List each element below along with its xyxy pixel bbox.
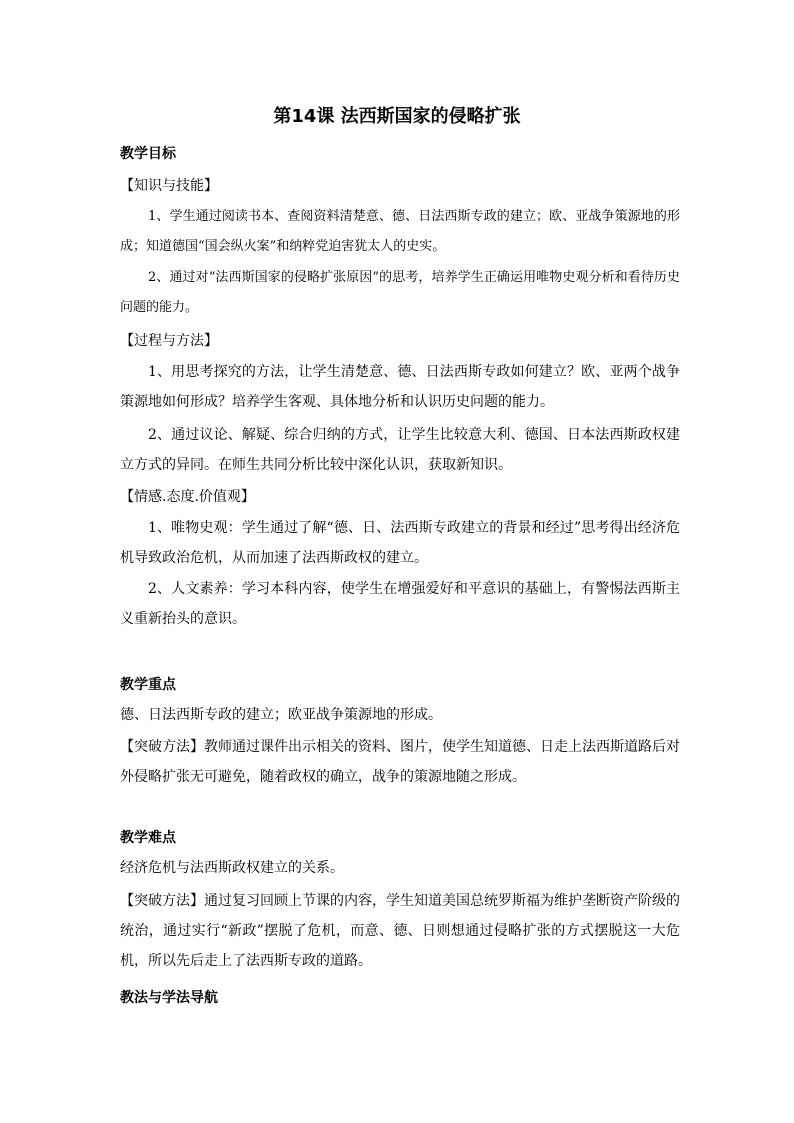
knowledge-item-2: 2、通过对“法西斯国家的侵略扩张原因”的思考，培养学生正确运用唯物史观分析和看待历史问题的能力。 [120, 270, 680, 315]
knowledge-item-1: 1、学生通过阅读书本、查阅资料清楚意、德、日法西斯专政的建立；欧、亚战争策源地的形成；知道德国“国会纵火案”和纳粹党迫害犹太人的史实。 [120, 209, 680, 254]
key-points-method: 【突破方法】教师通过课件出示相关的资料、图片，使学生知道德、日走上法西斯道路后对外侵略扩张无可避免，随着政权的确立，战争的策源地随之形成。 [120, 739, 680, 785]
process-label-block [120, 330, 680, 352]
knowledge-item-2-block [120, 263, 680, 323]
knowledge-label: 【知识与技能】 [120, 178, 218, 194]
objectives-heading: 教学目标 [120, 146, 176, 162]
difficulties-method: 【突破方法】通过复习回顾上节课的内容，学生知道美国总统罗斯福为维护垄断资产阶级的统治，通过实行“新政”摆脱了危机，而意、德、日则想通过侵略扩张的方式摆脱这一大危机，所以先后走上了法西斯专政的道路。 [120, 893, 680, 969]
objectives-heading-block [120, 143, 680, 165]
emotion-label-block [120, 486, 680, 508]
emotion-item-2-block [120, 574, 680, 634]
knowledge-item-1-block [120, 202, 680, 262]
document-title: 第14课 法西斯国家的侵略扩张 [273, 106, 521, 127]
process-item-2-block [120, 420, 680, 480]
difficulties-heading: 教学难点 [120, 830, 176, 846]
difficulties-method-block [120, 886, 680, 976]
key-points-text-block [120, 700, 680, 730]
key-points-method-block [120, 732, 680, 792]
emotion-label: 【情感.态度.价值观】 [120, 489, 255, 505]
process-item-1-block [120, 357, 680, 417]
emotion-item-2: 2、人文素养：学习本科内容，使学生在增强爱好和平意识的基础上，有警惕法西斯主义重新抬头的意识。 [120, 581, 680, 627]
key-points-heading-block [120, 674, 680, 696]
key-points-heading: 教学重点 [120, 677, 176, 693]
guidance-heading: 教法与学法导航 [120, 990, 218, 1006]
emotion-item-1-block [120, 513, 680, 573]
difficulties-heading-block [120, 827, 680, 849]
emotion-item-1: 1、唯物史观：学生通过了解“德、日、法西斯专政建立的背景和经过”思考得出经济危机导致政治危机，从而加速了法西斯政权的建立。 [120, 520, 680, 566]
process-item-1: 1、用思考探究的方法，让学生清楚意、德、日法西斯专政如何建立？欧、亚两个战争策源地如何形成？培养学生客观、具体地分析和认识历史问题的能力。 [120, 364, 680, 410]
difficulties-text: 经济危机与法西斯政权建立的关系。 [120, 860, 344, 876]
difficulties-text-block [120, 853, 680, 883]
knowledge-label-block [120, 175, 680, 197]
guidance-heading-block [120, 987, 680, 1009]
process-item-2: 2、通过议论、解疑、综合归纳的方式，让学生比较意大利、德国、日本法西斯政权建立方式的异同。在师生共同分析比较中深化认识，获取新知识。 [120, 427, 680, 473]
process-label: 【过程与方法】 [120, 333, 218, 349]
key-points-text: 德、日法西斯专政的建立；欧亚战争策源地的形成。 [120, 707, 442, 723]
